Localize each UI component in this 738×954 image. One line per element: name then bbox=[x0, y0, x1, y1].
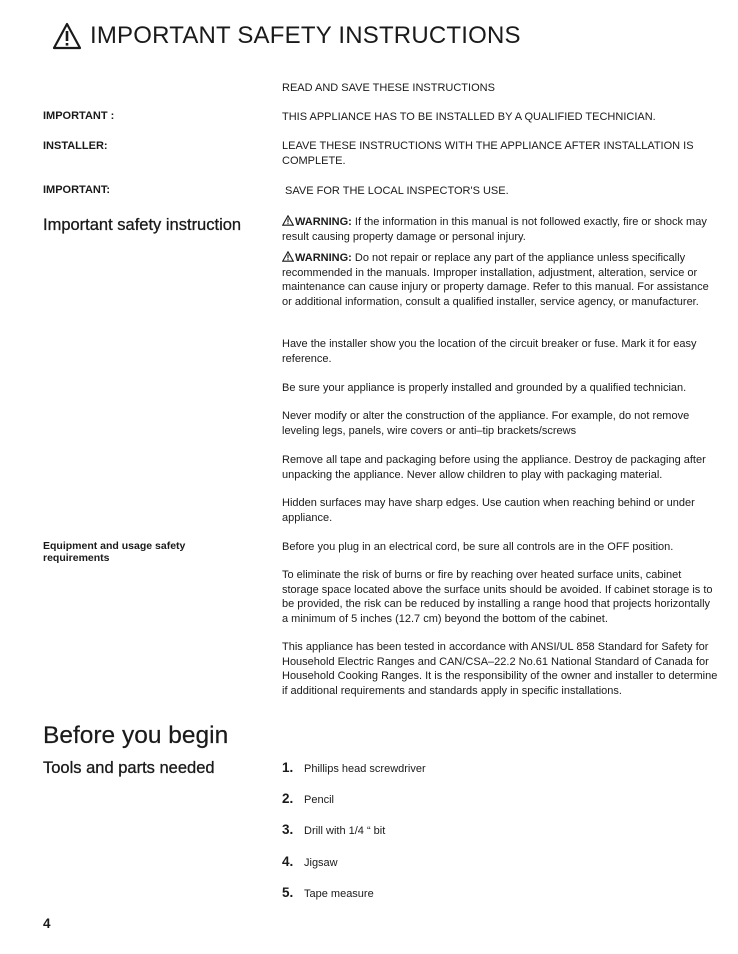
label-important-2: IMPORTANT: bbox=[43, 184, 111, 196]
safety-paragraph: Remove all tape and packaging before using the appliance. Destroy de packaging after unpacking the appliance. Never allow children to play with packaging material. bbox=[282, 454, 706, 481]
equipment-paragraph: Before you plug in an electrical cord, be sure all controls are in the OFF position. bbox=[282, 541, 674, 553]
qualified-technician-text: THIS APPLIANCE HAS TO BE INSTALLED BY A QUALIFIED TECHNICIAN. bbox=[282, 111, 656, 123]
safety-paragraph: Hidden surfaces may have sharp edges. Use caution when reaching behind or under appliance. bbox=[282, 497, 695, 524]
warning-word: WARNING: bbox=[295, 252, 352, 264]
list-item-number: 1. bbox=[282, 760, 294, 775]
inspector-use-text: SAVE FOR THE LOCAL INSPECTOR'S USE. bbox=[282, 185, 509, 197]
list-item-label: Jigsaw bbox=[304, 857, 338, 869]
list-item-number: 3. bbox=[282, 822, 294, 837]
list-item-label: Drill with 1/4 “ bit bbox=[304, 825, 386, 837]
leave-instructions-text: LEAVE THESE INSTRUCTIONS WITH THE APPLIANCE AFTER INSTALLATION IS COMPLETE. bbox=[282, 140, 694, 167]
page-title bbox=[52, 22, 521, 50]
page-number: 4 bbox=[43, 916, 51, 931]
safety-heading: Important safety instruction bbox=[43, 216, 242, 234]
safety-paragraph: Be sure your appliance is properly installed and grounded by a qualified technician. bbox=[282, 382, 687, 394]
list-item bbox=[282, 791, 334, 806]
warning-icon bbox=[282, 215, 294, 226]
list-item bbox=[282, 822, 385, 837]
warning-text-2: Do not repair or replace any part of the appliance unless specifically recommended in the manuals. Improper installation, adjustment, alteration, service or maintenance can cause injury or property damage. Refer to this manual. For assistance or additional information, consult a qualified installer, service agency, or manufacturer. bbox=[282, 252, 709, 308]
warning-triangle-icon bbox=[52, 22, 82, 50]
list-item-label: Tape measure bbox=[304, 888, 374, 900]
read-save-text: READ AND SAVE THESE INSTRUCTIONS bbox=[282, 82, 495, 94]
tools-heading: Tools and parts needed bbox=[43, 759, 215, 777]
equipment-heading: Equipment and usage safety requirements bbox=[43, 540, 186, 564]
list-item-number: 2. bbox=[282, 791, 294, 806]
warning-text-1: If the information in this manual is not followed exactly, fire or shock may result causing property damage or personal injury. bbox=[282, 216, 707, 243]
list-item-label: Pencil bbox=[304, 794, 334, 806]
warning-icon bbox=[282, 251, 294, 262]
page-title-text: IMPORTANT SAFETY INSTRUCTIONS bbox=[90, 22, 521, 49]
safety-paragraph: Have the installer show you the location of the circuit breaker or fuse. Mark it for easy reference. bbox=[282, 338, 697, 365]
label-installer: INSTALLER: bbox=[43, 140, 108, 152]
safety-paragraph: Never modify or alter the construction of the appliance. For example, do not remove leveling legs, panels, wire covers or anti–tip brackets/screws bbox=[282, 410, 690, 437]
warning-paragraph-2 bbox=[282, 251, 718, 309]
list-item bbox=[282, 760, 426, 775]
list-item bbox=[282, 885, 374, 900]
before-you-begin-heading: Before you begin bbox=[43, 722, 229, 749]
warning-word: WARNING: bbox=[295, 216, 352, 228]
list-item bbox=[282, 854, 338, 869]
equipment-paragraph: To eliminate the risk of burns or fire by reaching over heated surface units, cabinet storage space located above the surface units should be avoided. If cabinet storage is to be provided, the risk can be reduced by installing a range hood that projects horizontally a minimum of 5 inches (12.7 cm) beyond the bottom of the cabinet. bbox=[282, 569, 713, 625]
warning-paragraph-1 bbox=[282, 215, 718, 244]
list-item-number: 4. bbox=[282, 854, 294, 869]
list-item-number: 5. bbox=[282, 885, 294, 900]
label-important: IMPORTANT : bbox=[43, 110, 115, 122]
equipment-paragraph: This appliance has been tested in accordance with ANSI/UL 858 Standard for Safety for Household Electric Ranges and CAN/CSA–22.2 No.61 National Standard of Canada for Household Cooking Ranges. It is the responsibility of the owner and installer to determine if additional requirements and standards apply in specific installations. bbox=[282, 641, 718, 697]
list-item-label: Phillips head screwdriver bbox=[304, 763, 426, 775]
